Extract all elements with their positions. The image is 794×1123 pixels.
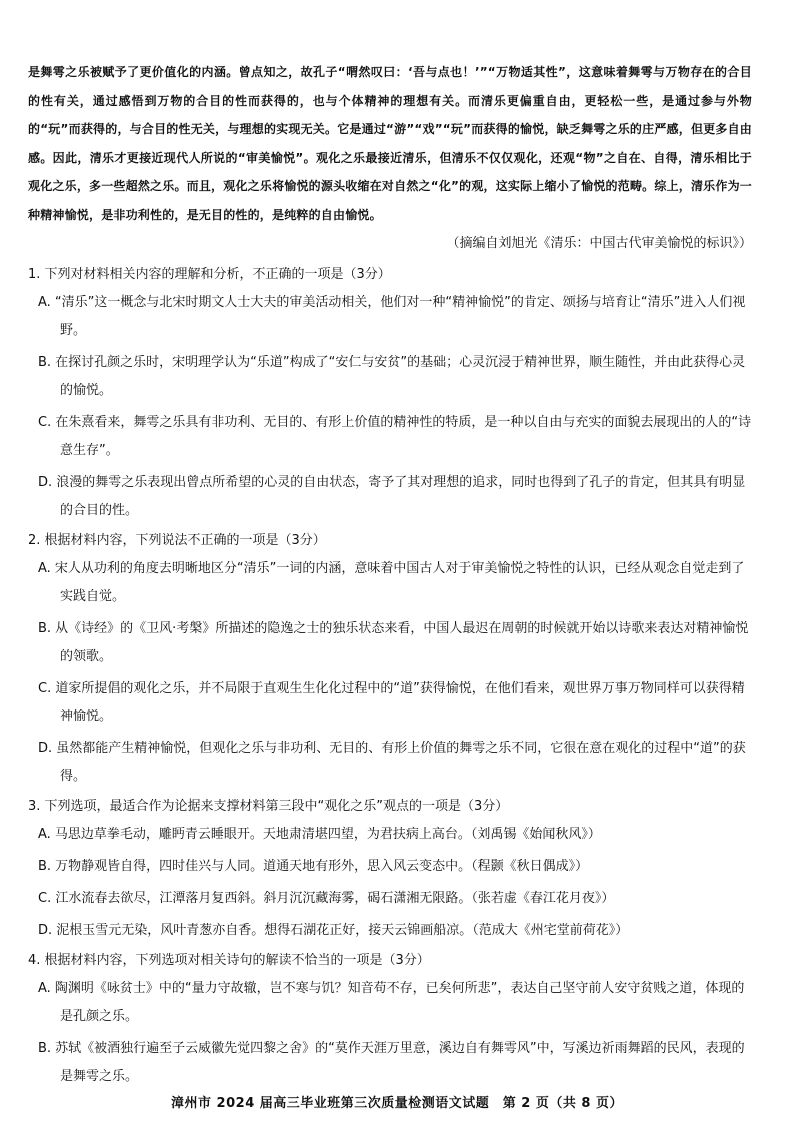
reading-passage — [28, 58, 752, 229]
question-3 — [28, 793, 752, 945]
option-b: B. 从《诗经》的《卫风·考槃》所描述的隐逸之士的独乐状态来看，中国人最迟在周朝的时候就开始以诗歌来表达对精神愉悦的领歌。 — [38, 621, 749, 664]
option-a: A. 陶渊明《咏贫士》中的“量力守故辙，岂不寒与饥？知音苟不存，已矣何所悲”，表达自己坚守前人安守贫贱之道，体现的是孔颜之乐。 — [38, 981, 745, 1024]
question-4 — [28, 947, 752, 1091]
page-footer: 漳州市 2024 届高三毕业班第三次质量检测语文试题 第 2 页（共 8 页） — [171, 1096, 623, 1111]
question-title: 3. 下列选项，最适合作为论据来支撑材料第三段中“观化之乐”观点的一项是（3分） — [28, 799, 509, 814]
option-d: D. 泥根玉雪元无染，风叶青葱亦自香。想得石湖花正好，接天云锦画船凉。（范成大《州宅堂前荷花》） — [38, 923, 629, 938]
question-2 — [28, 527, 752, 791]
option-b: B. 苏轼《被酒独行遍至子云威徽先觉四黎之舍》的“莫作天涯万里意，溪边自有舞雩风”中，写溪边祈雨舞蹈的民风，表现的是舞雩之乐。 — [38, 1041, 745, 1084]
passage-source: （摘编自刘旭光《清乐：中国古代审美愉悦的标识》） — [446, 236, 752, 251]
question-title: 2. 根据材料内容，下列说法不正确的一项是（3分） — [28, 533, 326, 548]
question-title: 1. 下列对材料相关内容的理解和分析，不正确的一项是（3分） — [28, 267, 391, 282]
option-a: A. “清乐”这一概念与北宋时期文人士大夫的审美活动相关，他们对一种“精神愉悦”的肯定、颂扬与培育让“清乐”进入人们视野。 — [38, 295, 746, 338]
question-title: 4. 根据材料内容，下列选项对相关诗句的解读不恰当的一项是（3分） — [28, 953, 430, 968]
option-b: B. 在探讨孔颜之乐时，宋明理学认为“乐道”构成了“安仁与安贫”的基础；心灵沉浸于精神世界，顺生随性，并由此获得心灵的愉悦。 — [38, 355, 746, 398]
option-a: A. 马思边草拳毛动，雕眄青云睡眼开。天地肃清堪四望，为君扶病上高台。（刘禹锡《始闻秋风》） — [38, 827, 601, 842]
option-d: D. 浪漫的舞雩之乐表现出曾点所希望的心灵的自由状态，寄予了其对理想的追求，同时也得到了孔子的肯定，但其具有明显的合目的性。 — [38, 475, 746, 518]
option-c: C. 江水流春去欲尽，江潭落月复西斜。斜月沉沉藏海雾，碣石潇湘无限路。（张若虚《春江花月夜》） — [38, 891, 615, 906]
option-b: B. 万物静观皆自得，四时佳兴与人同。道通天地有形外，思入风云变态中。（程颢《秋日偶成》） — [38, 859, 589, 874]
question-1 — [28, 261, 752, 525]
option-c: C. 在朱熹看来，舞雩之乐具有非功利、无目的、有形上价值的精神性的特质，是一种以自由与充实的面貌去展现出的人的“诗意生存”。 — [38, 415, 752, 458]
option-c: C. 道家所提倡的观化之乐，并不局限于直观生生化化过程中的“道”获得愉悦，在他们看来，观世界万事万物同样可以获得精神愉悦。 — [38, 681, 745, 724]
passage-paragraph: 是舞雩之乐被赋予了更价值化的内涵。曾点知之，故孔子“喟然叹曰：‘吾与点也！’”“万物适其性”，这意味着舞雩与万物存在的合目的性有关，通过感悟到万物的合目的性而获得的，也与个体精神的理想有关。而清乐更偏重自由，更轻松一些，是通过参与外物的“玩”而获得的，与合目的性无关，与理想的实现无关。它是通过“游”“戏”“玩”而获得的愉悦，缺乏舞雩之乐的庄严感，但更多自由感。因此，清乐才更接近现代人所说的“审美愉悦”。观化之乐最接近清乐，但清乐不仅仅观化，还观“物”之自在、自得，清乐相比于观化之乐，多一些超然之乐。而且，观化之乐将愉悦的源头收缩在对自然之“化”的观，这实际上缩小了愉悦的范畴。综上，清乐作为一种精神愉悦，是非功利性的，是无目的性的，是纯粹的自由愉悦。 — [28, 65, 752, 222]
option-a: A. 宋人从功利的角度去明晰地区分“清乐”一词的内涵，意味着中国古人对于审美愉悦之特性的认识，已经从观念自觉走到了实践自觉。 — [38, 561, 745, 604]
option-d: D. 虽然都能产生精神愉悦，但观化之乐与非功利、无目的、有形上价值的舞雩之乐不同，它很在意在观化的过程中“道”的获得。 — [38, 741, 746, 784]
